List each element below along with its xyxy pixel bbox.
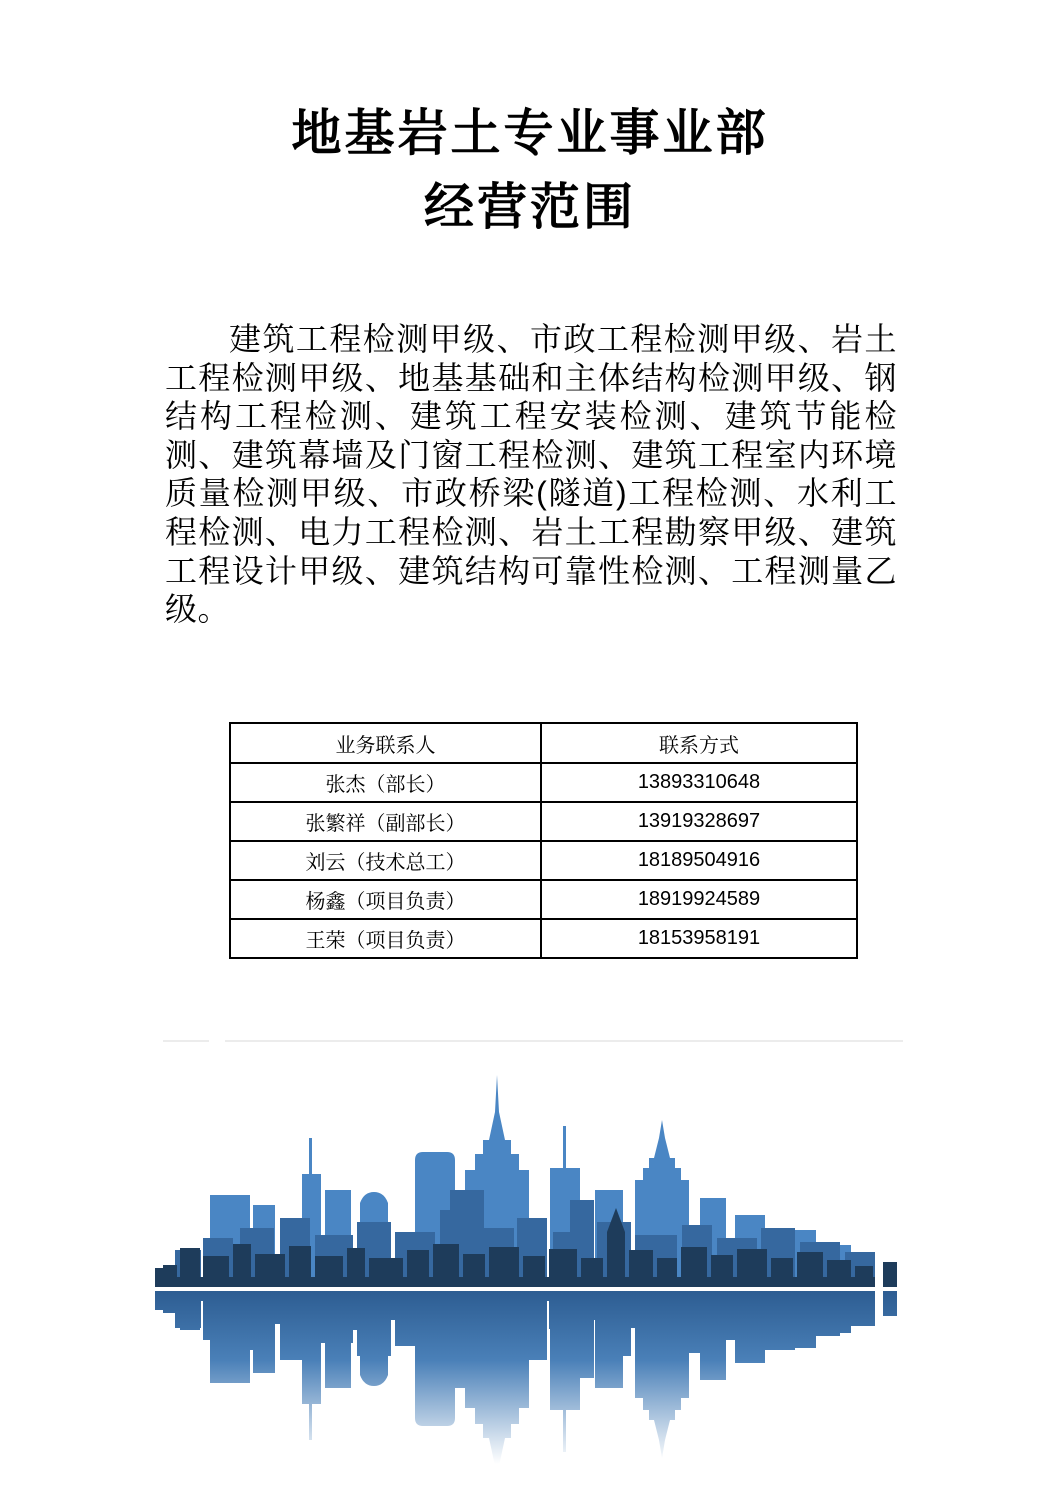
contact-name: 杨鑫（项目负责） — [230, 880, 541, 919]
table-header-row — [230, 723, 857, 763]
table-row — [230, 841, 857, 880]
business-scope-paragraph: 建筑工程检测甲级、市政工程检测甲级、岩土工程检测甲级、地基基础和主体结构检测甲级、钢结构工程检测、建筑工程安装检测、建筑节能检测、建筑幕墙及门窗工程检测、建筑工程室内环境质量检测甲级、市政桥梁(隧道)工程检测、水利工程检测、电力工程检测、岩土工程勘察甲级、建筑工程设计甲级、建筑结构可靠性检测、工程测量乙级。 — [165, 321, 897, 628]
header-contact-person: 业务联系人 — [230, 723, 541, 763]
city-skyline-silhouette — [155, 1040, 905, 1470]
contact-phone: 18153958191 — [541, 919, 857, 958]
city-skyline-image — [155, 1040, 905, 1470]
contacts-table — [229, 722, 858, 959]
contact-phone: 13893310648 — [541, 763, 857, 802]
contact-phone: 18189504916 — [541, 841, 857, 880]
contact-phone: 18919924589 — [541, 880, 857, 919]
contact-name: 张繁祥（副部长） — [230, 802, 541, 841]
contact-name: 王荣（项目负责） — [230, 919, 541, 958]
title-line-1: 地基岩土专业事业部 — [291, 105, 769, 161]
table-row — [230, 880, 857, 919]
page-title — [0, 96, 1060, 244]
contact-phone: 13919328697 — [541, 802, 857, 841]
table-row — [230, 763, 857, 802]
table-row — [230, 919, 857, 958]
contact-name: 张杰（部长） — [230, 763, 541, 802]
table-row — [230, 802, 857, 841]
contact-name: 刘云（技术总工） — [230, 841, 541, 880]
header-contact-method: 联系方式 — [541, 723, 857, 763]
title-line-2: 经营范围 — [424, 179, 636, 235]
skyline-reflection — [155, 1291, 905, 1470]
